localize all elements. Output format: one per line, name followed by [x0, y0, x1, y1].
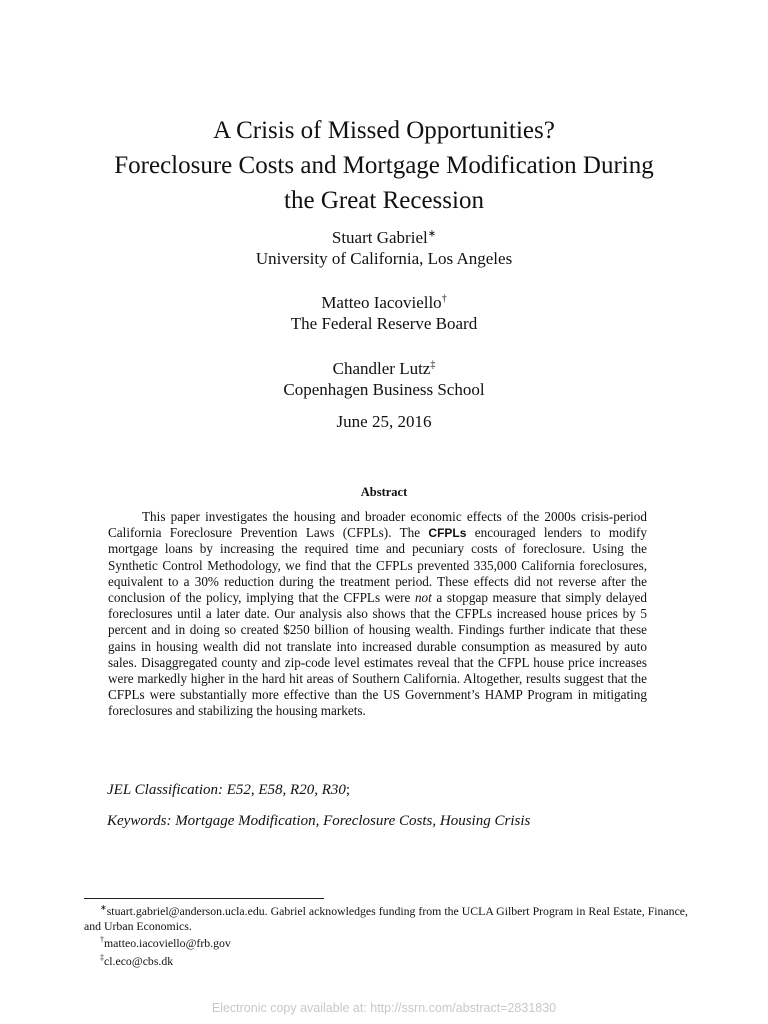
footnote-marker: ∗: [427, 228, 437, 240]
footnote-mark: ‡: [100, 952, 104, 962]
footnote-mark: †: [100, 935, 104, 945]
footnote-2: [84, 933, 688, 951]
author-affiliation: The Federal Reserve Board: [290, 314, 478, 333]
footnote-1: [84, 901, 688, 933]
jel-classification: [107, 782, 350, 799]
footnote-mark: ∗: [100, 903, 107, 912]
abstract-italic-term: not: [414, 590, 432, 606]
footnote-3: [84, 951, 688, 969]
abstract-text-1: This paper investigates the housing and broader economic effects of the 2000s crisis-period California Foreclosure Prevention Laws (CFPLs). The: [108, 509, 647, 541]
author-name: Matteo Iacoviello: [321, 293, 442, 312]
keywords: Keywords: Mortgage Modification, Foreclosure Costs, Housing Crisis: [107, 813, 531, 829]
ssrn-notice: Electronic copy available at: http://ssrn.com/abstract=2831830: [211, 1001, 557, 1015]
footnote-marker: †: [441, 293, 447, 305]
jel-tail: ;: [345, 782, 351, 798]
author-affiliation: Copenhagen Business School: [283, 380, 485, 399]
title-line-1: A Crisis of Missed Opportunities?: [213, 117, 555, 144]
footnote-text: cl.eco@cbs.dk: [104, 953, 174, 968]
footnote-rule: [84, 898, 324, 899]
title-line-2: Foreclosure Costs and Mortgage Modification During: [114, 152, 654, 179]
footnote-text: matteo.iacoviello@frb.gov: [104, 936, 231, 951]
author-affiliation: University of California, Los Angeles: [255, 249, 513, 268]
author-block-1: [0, 227, 768, 269]
author-name: Stuart Gabriel: [331, 228, 428, 247]
publication-date: June 25, 2016: [336, 412, 432, 431]
jel-text: JEL Classification: E52, E58, R20, R30: [107, 782, 346, 798]
author-block-2: [0, 292, 768, 334]
abstract-body: [108, 509, 647, 720]
author-name: Chandler Lutz: [332, 359, 431, 378]
footnote-text: stuart.gabriel@anderson.ucla.edu. Gabriel acknowledges funding from the UCLA Gilbert Program in Real Estate, Finance, and Urban Economics.: [84, 903, 688, 933]
paper-title: [0, 113, 768, 218]
footnote-marker: ‡: [430, 359, 436, 371]
abstract-text-3: a stopgap measure that simply delayed foreclosures until a later date. Our analysis also shows that the CFPLs increased house prices by 5 percent and in doing so created $250 billion of housing wealth. Findings further indicate that these gains in housing wealth did not translate into increased durable consumption as measured by auto sales. Disaggregated county and zip-code level estimates reveal that the CFPL house price increases were markedly higher in the hard hit areas of Southern California. Altogether, results suggest that the CFPLs were substantially more effective than the US Government’s HAMP Program in mitigating foreclosures and stabilizing the housing markets.: [108, 590, 647, 719]
footnotes: [84, 901, 688, 968]
author-block-3: [0, 358, 768, 400]
abstract-heading: Abstract: [360, 485, 408, 499]
abstract-bold-term: CFPLs: [428, 526, 467, 541]
title-line-3: the Great Recession: [284, 187, 484, 214]
abstract-text-2: encouraged lenders to modify mortgage loans by increasing the required time and pecuniary costs of foreclosure. Using the Synthetic Control Methodology, we find that the CFPLs prevented 335,000 California foreclosures, equivalent to a 30% reduction during the treatment period. These effects did not reverse after the conclusion of the policy, implying that the CFPLs were: [108, 525, 647, 606]
